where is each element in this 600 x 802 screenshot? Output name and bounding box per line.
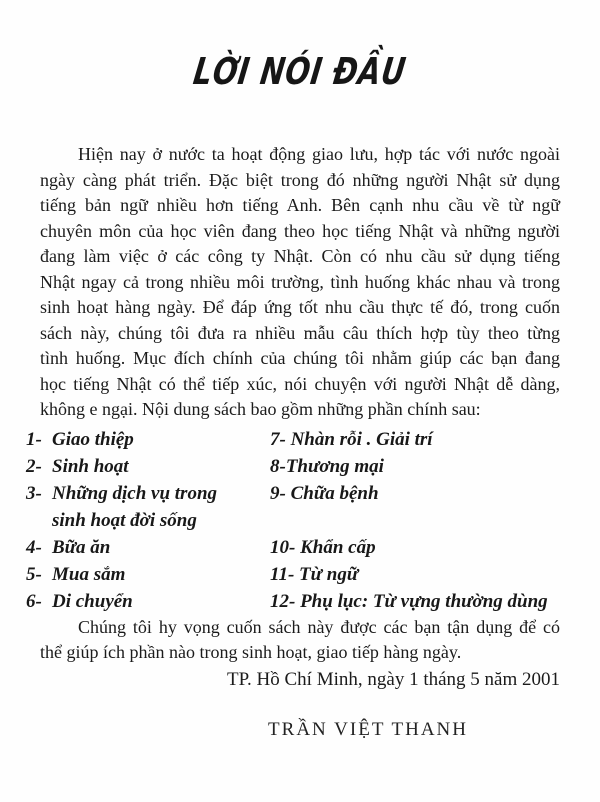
page-title: LỜI NÓI ĐẦU — [191, 50, 409, 93]
list-item-label: 12- Phụ lục: Từ vựng thường dùng — [270, 590, 548, 612]
paragraph-2 — [40, 615, 560, 666]
paragraph-line: tình huống. Mục đích chính của chúng tôi nhằm giúp các bạn đang — [40, 348, 560, 368]
list-item — [26, 507, 530, 534]
paragraph-line: học tiếng Nhật có thể tiếp xúc, nói chuyện với người Nhật dễ dàng, — [40, 373, 560, 394]
paragraph-line: không e ngại. Nội dung sách bao gồm những phần chính sau: — [40, 399, 481, 419]
paragraph-line: chuyên môn của học viên đang theo học tiếng Nhật và những người — [40, 220, 560, 241]
list-item — [26, 453, 530, 480]
list-item-label: 7- Nhàn rỗi . Giải trí — [270, 428, 433, 450]
paragraph-line: Nhật ngay cả trong nhiều môi trường, tình huống khác nhau và trong — [40, 271, 560, 292]
list-item-number: 1- — [26, 428, 42, 450]
paragraph-line: sinh hoạt hàng ngày. Để đáp ứng tốt nhu cầu thực tế đó, trong cuốn — [40, 297, 560, 317]
list-item-label: Sinh hoạt — [52, 455, 129, 477]
list-item-label: 9- Chữa bệnh — [270, 482, 379, 504]
list-item-number: 5- — [26, 563, 42, 585]
list-item-number: 2- — [26, 455, 42, 477]
list-item — [26, 426, 530, 453]
paragraph-line: tiếng bản ngữ nhiều hơn tiếng Anh. Bên cạnh nhu cầu về từ ngữ — [40, 195, 560, 215]
list-item-label: 8-Thương mại — [270, 455, 384, 477]
paragraph-line: thể giúp ích phần nào trong sinh hoạt, giao tiếp hàng ngày. — [40, 642, 462, 662]
foreword-body — [26, 142, 560, 742]
list-item-number: 4- — [26, 536, 42, 558]
list-item — [26, 534, 530, 561]
list-item-number: 3- — [26, 482, 42, 504]
list-item-label: sinh hoạt đời sống — [52, 509, 197, 531]
paragraph-1 — [40, 142, 560, 423]
author-signature: TRẦN VIỆT THANH — [268, 718, 468, 740]
page-title-wrap — [0, 0, 600, 96]
paragraph-line: Chúng tôi hy vọng cuốn sách này được các bạn tận dụng để có — [78, 616, 560, 637]
list-item-label: 11- Từ ngữ — [270, 563, 359, 585]
list-item-label: Bữa ăn — [52, 536, 111, 558]
list-item — [26, 480, 530, 507]
contents-list — [26, 426, 548, 615]
list-item-number: 6- — [26, 590, 42, 612]
list-item-label: Di chuyển — [52, 590, 133, 612]
list-item — [26, 588, 548, 615]
list-item-number — [26, 507, 52, 534]
list-item — [26, 561, 530, 588]
list-item-label: Giao thiệp — [52, 428, 134, 450]
list-item-label — [270, 507, 530, 534]
list-item-label: 10- Khẩn cấp — [270, 536, 376, 558]
paragraph-line: sách này, chúng tôi đưa ra nhiều mẫu câu thích hợp tùy theo từng — [40, 322, 560, 343]
paragraph-line: Hiện nay ở nước ta hoạt động giao lưu, hợp tác với nước ngoài — [78, 144, 560, 164]
date-line: TP. Hồ Chí Minh, ngày 1 tháng 5 năm 2001 — [226, 668, 560, 690]
list-item-label: Những dịch vụ trong — [52, 482, 218, 504]
paragraph-line: đang làm việc ở các công ty Nhật. Còn có nhu cầu sử dụng tiếng — [40, 246, 560, 266]
paragraph-line: ngày càng phát triển. Đặc biệt trong đó những người Nhật sử dụng — [40, 169, 560, 190]
list-item-label: Mua sắm — [52, 563, 126, 585]
